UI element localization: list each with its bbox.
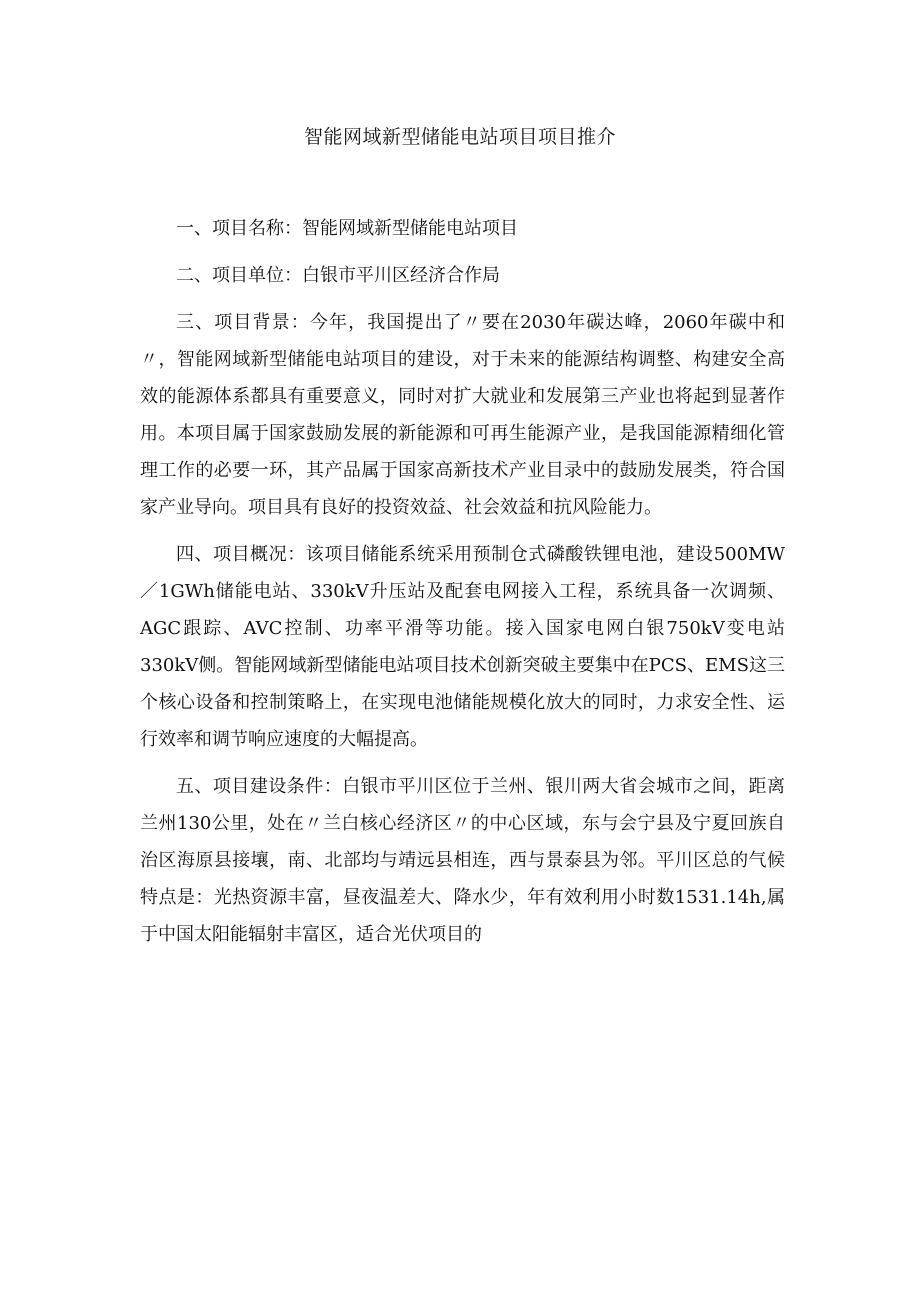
document-title: 智能网域新型储能电站项目项目推介 bbox=[303, 126, 616, 148]
section-project-overview bbox=[140, 536, 785, 758]
section-heading: 四、项目概况： bbox=[176, 544, 306, 565]
section-text: 智能网域新型储能电站项目 bbox=[302, 218, 518, 239]
section-project-background bbox=[140, 304, 785, 526]
section-text: 今年，我国提出了〃要在2030年碳达峰，2060年碳中和〃，智能网域新型储能电站项目的建设，对于未来的能源结构调整、构建安全高效的能源体系都具有重要意义，同时对扩大就业和发展第三产业也将起到显著作用。本项目属于国家鼓励发展的新能源和可再生能源产业，是我国能源精细化管理工作的必要一环，其产品属于国家高新技术产业目录中的鼓励发展类，符合国家产业导向。项目具有良好的投资效益、社会效益和抗风险能力。 bbox=[140, 312, 785, 518]
section-heading: 三、项目背景： bbox=[176, 312, 310, 333]
document-body bbox=[140, 210, 785, 953]
section-project-unit bbox=[140, 257, 785, 294]
section-text: 白银市平川区经济合作局 bbox=[302, 265, 500, 286]
section-construction-conditions bbox=[140, 768, 785, 953]
section-heading: 五、项目建设条件： bbox=[176, 776, 343, 797]
section-project-name bbox=[140, 210, 785, 247]
section-heading: 二、项目单位： bbox=[176, 265, 302, 286]
section-text: 白银市平川区位于兰州、银川两大省会城市之间，距离兰州130公里，处在〃兰白核心经济区〃的中心区域，东与会宁县及宁夏回族自治区海原县接壤，南、北部均与靖远县相连，西与景泰县为邻。平川区总的气候特点是：光热资源丰富，昼夜温差大、降水少，年有效利用小时数1531.14h,属于中国太阳能辐射丰富区，适合光伏项目的 bbox=[140, 776, 785, 945]
section-text: 该项目储能系统采用预制仓式磷酸铁锂电池，建设500MW／1GWh储能电站、330kV升压站及配套电网接入工程，系统具备一次调频、AGC跟踪、AVC控制、功率平滑等功能。接入国家电网白银750kV变电站330kV侧。智能网域新型储能电站项目技术创新突破主要集中在PCS、EMS这三个核心设备和控制策略上，在实现电池储能规模化放大的同时，力求安全性、运行效率和调节响应速度的大幅提高。 bbox=[140, 544, 785, 750]
section-heading: 一、项目名称： bbox=[176, 218, 302, 239]
